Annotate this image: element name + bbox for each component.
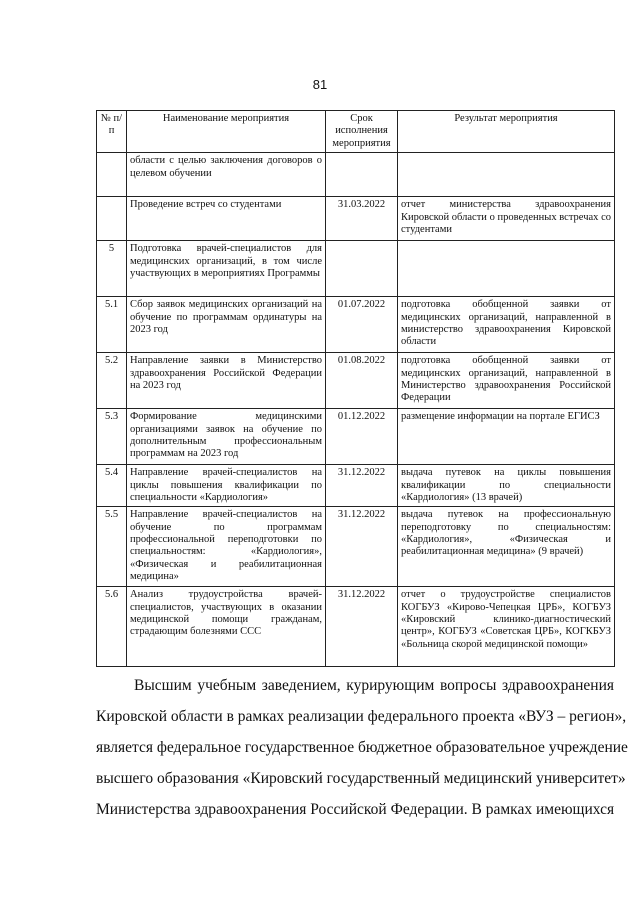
header-result: Результат мероприятия — [398, 111, 615, 153]
row-number — [97, 197, 127, 241]
event-name: Проведение встреч со студентами — [127, 197, 326, 241]
row-number: 5.1 — [97, 297, 127, 353]
event-name: Направление врачей-специалистов на обучение по программам профессиональной переподготовки по специальностям: «Кардиология», «Физическая и реабилитационная медицина» — [127, 507, 326, 587]
paragraph-line: Высшим учебным заведением, курирующим вопросы здравоохранения — [134, 677, 614, 694]
body-paragraph — [96, 670, 628, 825]
table-row — [97, 153, 615, 197]
event-deadline: 01.08.2022 — [326, 353, 398, 409]
paragraph-line: Министерства здравоохранения Российской Федерации. В рамках имеющихся — [96, 801, 615, 818]
table-header-row — [97, 111, 615, 153]
event-deadline: 01.07.2022 — [326, 297, 398, 353]
event-name: области с целью заключения договоров о целевом обучении — [127, 153, 326, 197]
paragraph-line: Кировской области в рамках реализации федерального проекта «ВУЗ – регион», — [96, 708, 627, 725]
event-deadline: 31.12.2022 — [326, 507, 398, 587]
table-row — [97, 297, 615, 353]
paragraph-line: высшего образования «Кировский государственный медицинский университет» — [96, 770, 626, 787]
event-deadline — [326, 241, 398, 297]
row-number: 5 — [97, 241, 127, 297]
paragraph-line: является федеральное государственное бюджетное образовательное учреждение — [96, 739, 628, 756]
event-deadline: 01.12.2022 — [326, 409, 398, 465]
event-result: выдача путевок на профессиональную переподготовку по специальностям: «Кардиология», «Физическая и реабилитационная медицина» (9 врачей) — [398, 507, 615, 587]
event-result: выдача путевок на циклы повышения квалификации по специальности «Кардиология» (13 врачей) — [398, 465, 615, 507]
event-name: Направление врачей-специалистов на циклы повышения квалификации по специальности «Кардиология» — [127, 465, 326, 507]
table-row — [97, 241, 615, 297]
event-name: Сбор заявок медицинских организаций на обучение по программам ординатуры на 2023 год — [127, 297, 326, 353]
table-row — [97, 465, 615, 507]
header-name: Наименование мероприятия — [127, 111, 326, 153]
table-row — [97, 353, 615, 409]
event-result: подготовка обобщенной заявки от медицинских организаций, направленной в Министерство здравоохранения Российской Федерации — [398, 353, 615, 409]
table-row — [97, 197, 615, 241]
event-name: Анализ трудоустройства врачей-специалистов, участвующих в оказании медицинской помощи гражданам, страдающим болезнями ССС — [127, 587, 326, 667]
event-deadline: 31.12.2022 — [326, 465, 398, 507]
row-number: 5.2 — [97, 353, 127, 409]
event-result: отчет министерства здравоохранения Кировской области о проведенных встречах со студентами — [398, 197, 615, 241]
event-result — [398, 153, 615, 197]
event-name: Направление заявки в Министерство здравоохранения Российской Федерации на 2023 год — [127, 353, 326, 409]
event-result: подготовка обобщенной заявки от медицинских организаций, направленной в министерство здравоохранения Кировской области — [398, 297, 615, 353]
table-row — [97, 587, 615, 667]
event-deadline: 31.03.2022 — [326, 197, 398, 241]
row-number: 5.6 — [97, 587, 127, 667]
row-number: 5.3 — [97, 409, 127, 465]
table-row — [97, 507, 615, 587]
event-name: Подготовка врачей-специалистов для медицинских организаций, в том числе участвующих в мероприятиях Программы — [127, 241, 326, 297]
table-row — [97, 409, 615, 465]
event-result — [398, 241, 615, 297]
event-name: Формирование медицинскими организациями заявок на обучение по дополнительным профессиональным программам на 2023 год — [127, 409, 326, 465]
row-number — [97, 153, 127, 197]
page-number: 81 — [312, 77, 328, 92]
events-table — [96, 110, 615, 667]
event-deadline: 31.12.2022 — [326, 587, 398, 667]
row-number: 5.4 — [97, 465, 127, 507]
event-result: отчет о трудоустройстве специалистов КОГБУЗ «Кирово-Чепецкая ЦРБ», КОГБУЗ «Кировский клинико-диагностический центр», КОГБУЗ «Советская ЦРБ», КОГКБУЗ «Больница скорой медицинской помощи» — [398, 587, 615, 667]
header-num: № п/п — [97, 111, 127, 153]
header-date: Срок исполнения мероприятия — [326, 111, 398, 153]
event-result: размещение информации на портале ЕГИСЗ — [398, 409, 615, 465]
row-number: 5.5 — [97, 507, 127, 587]
event-deadline — [326, 153, 398, 197]
